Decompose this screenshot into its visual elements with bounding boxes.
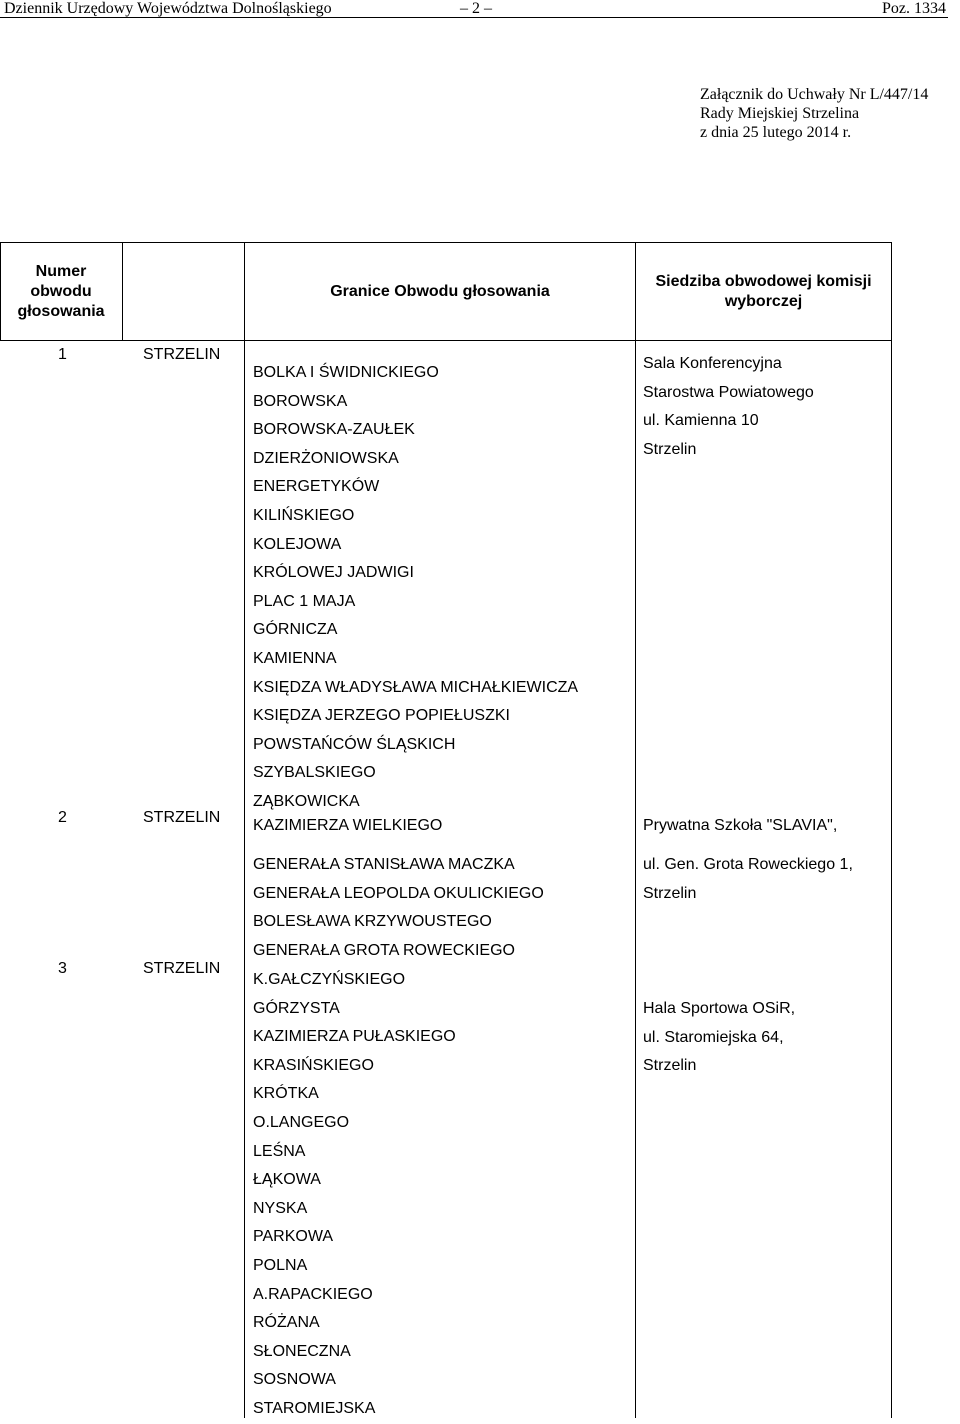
street: DZIERŻONIOWSKA — [253, 449, 399, 467]
district-seat: Hala Sportowa OSiR, ul. Staromiejska 64, Strzelin — [643, 1000, 796, 1075]
street: A.RAPACKIEGO — [253, 1285, 373, 1303]
district-seat: Sala Konferencyjna Starostwa Powiatowego ul. Kamienna 10 Strzelin — [643, 355, 814, 459]
page-number: – 2 – — [460, 0, 492, 17]
street: POWSTAŃCÓW ŚLĄSKICH — [253, 735, 456, 753]
street: ENERGETYKÓW — [253, 478, 380, 496]
street: ZĄBKOWICKA — [253, 792, 360, 810]
street: GÓRZYSTA — [253, 999, 340, 1017]
street: LEŚNA — [253, 1142, 306, 1160]
street: BOLKA I ŚWIDNICKIEGO — [253, 364, 439, 381]
street: KRÓLOWEJ JADWIGI — [253, 564, 414, 582]
street: KRASIŃSKIEGO — [253, 1056, 374, 1074]
street: GENERAŁA GROTA ROWECKIEGO — [253, 941, 515, 959]
district-streets — [253, 359, 578, 817]
district-town: STRZELIN — [143, 346, 221, 363]
street: KRÓTKA — [253, 1085, 319, 1103]
attachment-line-2: Rady Miejskiej Strzelina — [700, 105, 860, 122]
street: ŁĄKOWA — [253, 1171, 321, 1189]
street: SŁONECZNA — [253, 1342, 351, 1360]
street: GENERAŁA STANISŁAWA MACZKA — [253, 856, 515, 873]
street: O.LANGEGO — [253, 1113, 350, 1131]
district-town: STRZELIN — [143, 809, 221, 826]
header-boundaries: Granice Obwodu głosowania — [330, 283, 550, 300]
header-commission-seat: Siedziba obwodowej komisji wyborczej — [655, 273, 872, 310]
journal-title: Dziennik Urzędowy Województwa Dolnośląskiego — [4, 0, 332, 17]
district-number: 1 — [58, 346, 67, 363]
street: STAROMIEJSKA — [253, 1399, 376, 1417]
street: SOSNOWA — [253, 1371, 336, 1389]
district-seat: Prywatna Szkoła "SLAVIA", ul. Gen. Grota Roweckiego 1, Strzelin — [643, 817, 853, 902]
district-number: 2 — [58, 809, 67, 826]
attachment-line-1: Załącznik do Uchwały Nr L/447/14 — [700, 86, 929, 103]
street: BOROWSKA-ZAUŁEK — [253, 421, 415, 439]
street: KOLEJOWA — [253, 535, 342, 553]
street: BOROWSKA — [253, 392, 348, 410]
street: PARKOWA — [253, 1228, 334, 1246]
street: KSIĘDZA JERZEGO POPIEŁUSZKI — [253, 707, 510, 725]
street: KAMIENNA — [253, 649, 337, 667]
street: POLNA — [253, 1256, 308, 1274]
district-number: 3 — [58, 960, 67, 977]
attachment-line-3: z dnia 25 lutego 2014 r. — [700, 124, 852, 141]
position-number: Poz. 1334 — [882, 0, 946, 17]
street: KILIŃSKIEGO — [253, 506, 355, 524]
street: GÓRNICZA — [253, 621, 338, 639]
street: KAZIMIERZA PUŁASKIEGO — [253, 1028, 456, 1046]
street: KSIĘDZA WŁADYSŁAWA MICHAŁKIEWICZA — [253, 678, 579, 696]
street: NYSKA — [253, 1199, 308, 1217]
street: RÓŻANA — [253, 1314, 320, 1332]
header-district-number: Numer obwodu głosowania — [17, 263, 105, 320]
district-streets — [253, 816, 544, 965]
street: KAZIMIERZA WIELKIEGO — [253, 817, 443, 834]
street: BOLESŁAWA KRZYWOUSTEGO — [253, 913, 492, 930]
header-rule — [0, 17, 948, 18]
street: SZYBALSKIEGO — [253, 764, 376, 782]
street: PLAC 1 MAJA — [253, 592, 356, 610]
street: GENERAŁA LEOPOLDA OKULICKIEGO — [253, 884, 544, 902]
street: K.GAŁCZYŃSKIEGO — [253, 971, 406, 988]
district-town: STRZELIN — [143, 960, 221, 977]
district-streets — [253, 966, 456, 1424]
